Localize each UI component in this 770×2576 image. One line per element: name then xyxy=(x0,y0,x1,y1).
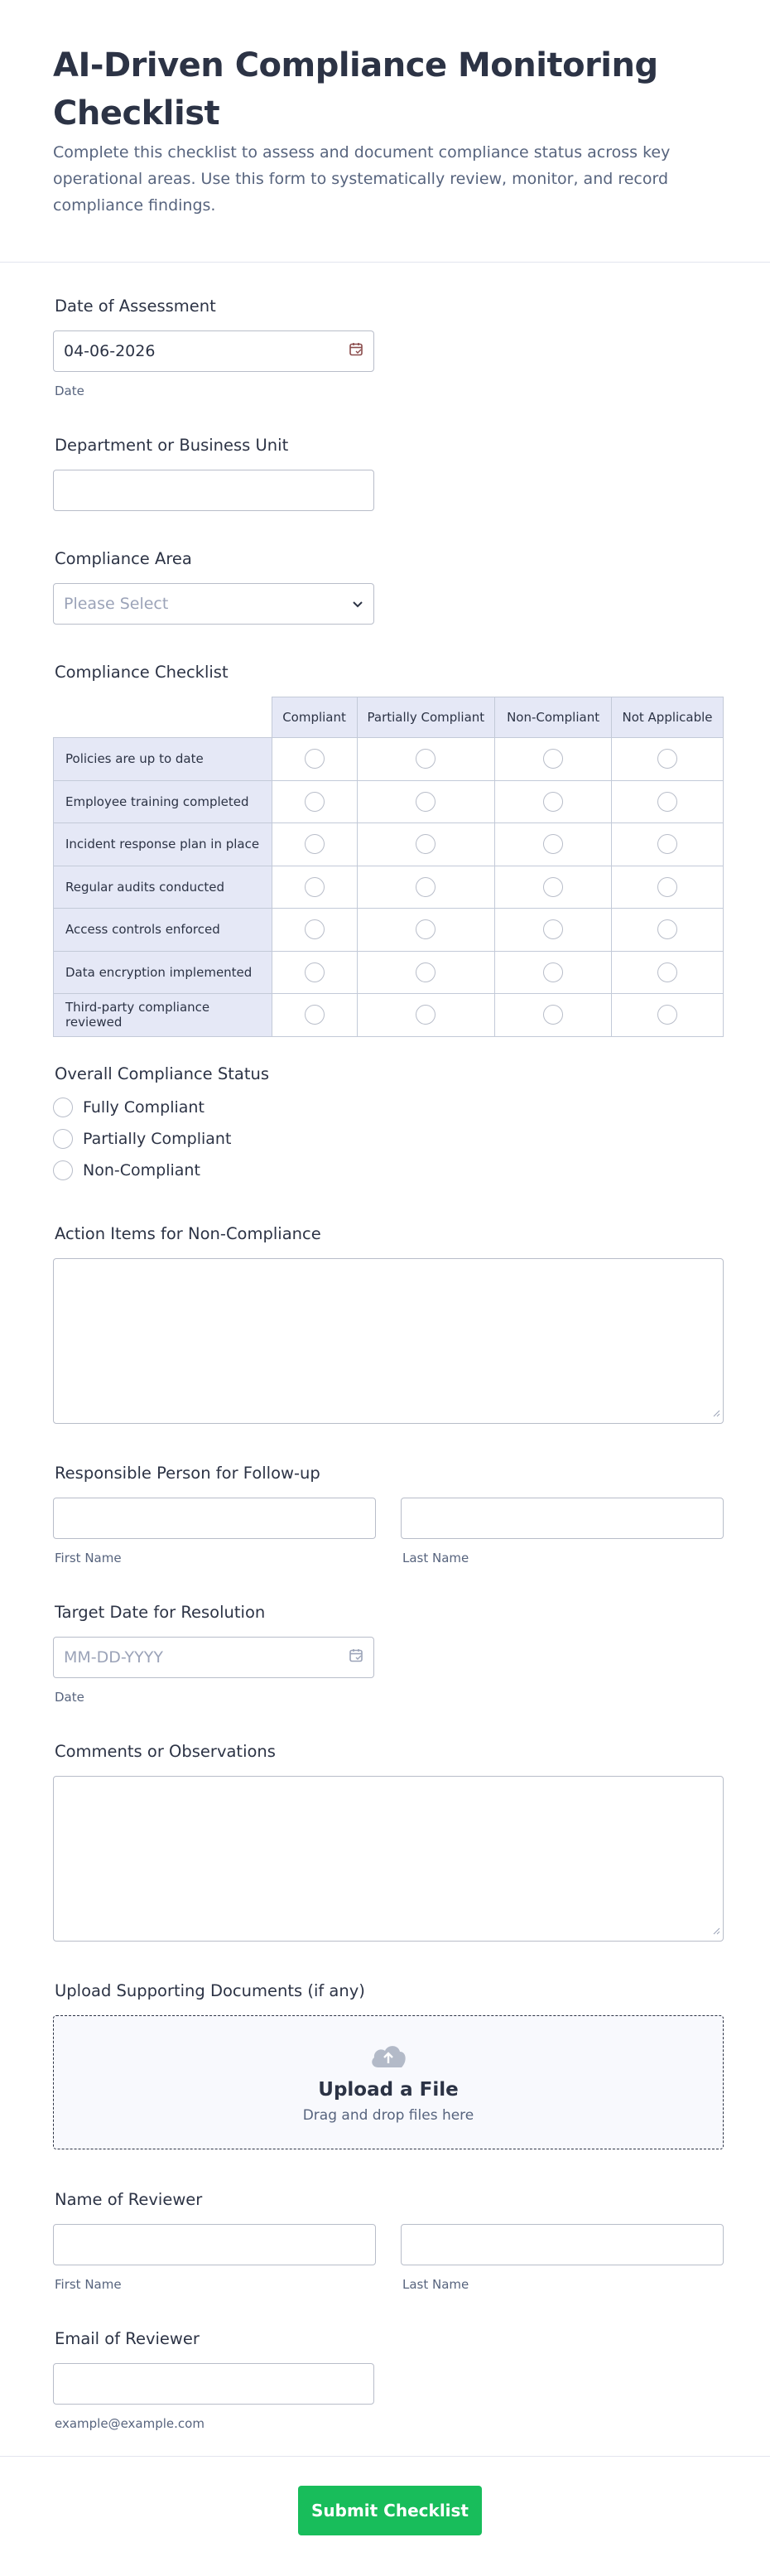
matrix-radio[interactable] xyxy=(305,749,325,769)
matrix-cell xyxy=(495,738,612,781)
matrix-radio[interactable] xyxy=(657,1005,677,1025)
matrix-radio[interactable] xyxy=(543,877,563,897)
action-items-textarea[interactable] xyxy=(53,1258,724,1424)
last-name-group xyxy=(401,2224,724,2292)
matrix-radio[interactable] xyxy=(416,749,436,769)
form-header xyxy=(0,0,770,263)
matrix-cell xyxy=(495,866,612,909)
matrix-cell xyxy=(612,738,724,781)
compliance-area-field xyxy=(53,549,724,625)
date-value: 04-06-2026 xyxy=(64,342,156,360)
compliance-checklist-field xyxy=(53,663,724,1037)
action-items-field xyxy=(53,1224,724,1424)
last-name-input[interactable] xyxy=(401,1498,724,1539)
matrix-cell xyxy=(495,780,612,823)
action-items-label: Action Items for Non-Compliance xyxy=(55,1224,321,1243)
matrix-radio[interactable] xyxy=(543,834,563,854)
matrix-radio[interactable] xyxy=(416,834,436,854)
matrix-radio[interactable] xyxy=(305,962,325,982)
upload-dropzone[interactable] xyxy=(53,2015,724,2149)
form-footer-divider xyxy=(0,2456,770,2457)
compliance-area-label: Compliance Area xyxy=(55,549,192,568)
last-name-sublabel: Last Name xyxy=(402,2277,469,2292)
last-name-input[interactable] xyxy=(401,2224,724,2265)
matrix-row-label: Data encryption implemented xyxy=(54,951,272,994)
matrix-cell xyxy=(272,866,357,909)
overall-status-label: Overall Compliance Status xyxy=(55,1064,270,1083)
department-input[interactable] xyxy=(53,470,374,511)
matrix-cell xyxy=(272,780,357,823)
first-name-sublabel: First Name xyxy=(55,1551,122,1565)
upload-subtitle: Drag and drop files here xyxy=(302,2107,474,2124)
matrix-cell xyxy=(357,866,495,909)
target-date-label: Target Date for Resolution xyxy=(55,1603,266,1622)
matrix-radio[interactable] xyxy=(657,749,677,769)
matrix-radio[interactable] xyxy=(543,749,563,769)
radio-button[interactable] xyxy=(53,1160,73,1180)
comments-label: Comments or Observations xyxy=(55,1742,276,1761)
matrix-cell xyxy=(612,909,724,952)
matrix-radio[interactable] xyxy=(657,962,677,982)
matrix-row-label: Third-party compliance reviewed xyxy=(54,994,272,1037)
option-label: Fully Compliant xyxy=(83,1098,205,1117)
department-field xyxy=(53,436,724,511)
upload-field xyxy=(53,1981,724,2149)
compliance-checklist-label: Compliance Checklist xyxy=(55,663,229,682)
matrix-radio[interactable] xyxy=(657,877,677,897)
resize-handle-icon[interactable] xyxy=(712,1405,720,1421)
matrix-cell xyxy=(612,780,724,823)
matrix-radio[interactable] xyxy=(543,919,563,939)
matrix-radio[interactable] xyxy=(416,792,436,812)
matrix-row xyxy=(54,780,724,823)
matrix-cell xyxy=(272,738,357,781)
first-name-group xyxy=(53,1498,376,1565)
compliance-matrix xyxy=(53,697,724,1037)
compliance-area-select[interactable] xyxy=(53,583,374,625)
radio-button[interactable] xyxy=(53,1129,73,1149)
matrix-cell xyxy=(495,909,612,952)
target-date-field xyxy=(53,1603,724,1705)
submit-button[interactable]: Submit Checklist xyxy=(298,2486,482,2535)
matrix-radio[interactable] xyxy=(416,919,436,939)
matrix-row-label: Incident response plan in place xyxy=(54,823,272,866)
matrix-cell xyxy=(357,909,495,952)
matrix-row xyxy=(54,951,724,994)
matrix-cell xyxy=(357,951,495,994)
matrix-cell xyxy=(357,780,495,823)
comments-field xyxy=(53,1742,724,1942)
matrix-radio[interactable] xyxy=(657,919,677,939)
upload-label: Upload Supporting Documents (if any) xyxy=(55,1981,365,2000)
matrix-col-compliant: Compliant xyxy=(272,697,357,738)
reviewer-name-label: Name of Reviewer xyxy=(55,2190,203,2209)
reviewer-email-field xyxy=(53,2329,724,2431)
target-date-sublabel: Date xyxy=(55,1690,84,1705)
target-date-input[interactable] xyxy=(53,1637,374,1678)
matrix-cell xyxy=(495,823,612,866)
first-name-sublabel: First Name xyxy=(55,2277,122,2292)
matrix-radio[interactable] xyxy=(305,877,325,897)
matrix-radio[interactable] xyxy=(416,962,436,982)
reviewer-email-sublabel: example@example.com xyxy=(55,2416,205,2431)
matrix-col-not-applicable: Not Applicable xyxy=(612,697,724,738)
date-of-assessment-label: Date of Assessment xyxy=(55,297,216,316)
matrix-cell xyxy=(272,823,357,866)
matrix-radio[interactable] xyxy=(416,1005,436,1025)
matrix-row xyxy=(54,909,724,952)
department-label: Department or Business Unit xyxy=(55,436,289,455)
reviewer-name-field xyxy=(53,2190,724,2292)
matrix-radio[interactable] xyxy=(305,834,325,854)
matrix-radio[interactable] xyxy=(305,919,325,939)
compliance-area-placeholder: Please Select xyxy=(64,595,169,613)
matrix-row-label: Policies are up to date xyxy=(54,738,272,781)
matrix-cell xyxy=(612,866,724,909)
comments-textarea[interactable] xyxy=(53,1776,724,1942)
matrix-cell xyxy=(272,909,357,952)
calendar-icon[interactable] xyxy=(349,342,363,361)
first-name-input[interactable] xyxy=(53,1498,376,1539)
target-date-placeholder: MM-DD-YYYY xyxy=(64,1648,163,1667)
matrix-col-partially-compliant: Partially Compliant xyxy=(357,697,495,738)
matrix-cell xyxy=(612,823,724,866)
chevron-down-icon[interactable] xyxy=(352,595,363,613)
matrix-cell xyxy=(495,994,612,1037)
matrix-row xyxy=(54,738,724,781)
resize-handle-icon[interactable] xyxy=(712,1922,720,1938)
matrix-cell xyxy=(272,994,357,1037)
matrix-radio[interactable] xyxy=(416,877,436,897)
matrix-radio[interactable] xyxy=(543,962,563,982)
status-option-fully-compliant[interactable] xyxy=(53,1092,724,1123)
matrix-row xyxy=(54,866,724,909)
matrix-cell xyxy=(357,994,495,1037)
matrix-corner xyxy=(54,697,272,738)
status-option-partially-compliant[interactable] xyxy=(53,1123,724,1155)
overall-status-options xyxy=(53,1092,724,1186)
matrix-cell xyxy=(612,994,724,1037)
responsible-person-label: Responsible Person for Follow-up xyxy=(55,1464,320,1483)
matrix-radio[interactable] xyxy=(543,792,563,812)
reviewer-email-input[interactable] xyxy=(53,2363,374,2405)
date-sublabel: Date xyxy=(55,384,84,398)
date-of-assessment-field xyxy=(53,297,724,398)
form-title: AI-Driven Compliance Monitoring Checklist xyxy=(53,46,658,133)
matrix-radio[interactable] xyxy=(657,792,677,812)
matrix-row xyxy=(54,994,724,1037)
first-name-group xyxy=(53,2224,376,2292)
matrix-header-row xyxy=(54,697,724,738)
matrix-cell xyxy=(495,951,612,994)
matrix-row-label: Regular audits conducted xyxy=(54,866,272,909)
matrix-cell xyxy=(357,823,495,866)
option-label: Non-Compliant xyxy=(83,1161,200,1179)
upload-title: Upload a File xyxy=(318,2079,459,2101)
form-subtitle: Complete this checklist to assess and document compliance status across key operational areas. Use this form to systematically review, monitor, and record compliance findings. xyxy=(53,143,671,215)
matrix-row xyxy=(54,823,724,866)
matrix-col-non-compliant: Non-Compliant xyxy=(495,697,612,738)
last-name-group xyxy=(401,1498,724,1565)
last-name-sublabel: Last Name xyxy=(402,1551,469,1565)
responsible-person-field xyxy=(53,1464,724,1565)
matrix-row-label: Access controls enforced xyxy=(54,909,272,952)
option-label: Partially Compliant xyxy=(83,1130,232,1148)
matrix-radio[interactable] xyxy=(305,1005,325,1025)
cloud-upload-icon xyxy=(368,2041,408,2072)
matrix-cell xyxy=(612,951,724,994)
matrix-radio[interactable] xyxy=(305,792,325,812)
overall-status-field xyxy=(53,1064,724,1186)
responsible-person-inputs xyxy=(53,1498,724,1565)
first-name-input[interactable] xyxy=(53,2224,376,2265)
radio-button[interactable] xyxy=(53,1097,73,1117)
matrix-radio[interactable] xyxy=(543,1005,563,1025)
matrix-row-label: Employee training completed xyxy=(54,780,272,823)
matrix-cell xyxy=(357,738,495,781)
reviewer-email-label: Email of Reviewer xyxy=(55,2329,200,2348)
status-option-non-compliant[interactable] xyxy=(53,1155,724,1186)
matrix-radio[interactable] xyxy=(657,834,677,854)
calendar-icon[interactable] xyxy=(349,1648,363,1667)
reviewer-name-inputs xyxy=(53,2224,724,2292)
date-of-assessment-input[interactable] xyxy=(53,330,374,372)
matrix-cell xyxy=(272,951,357,994)
